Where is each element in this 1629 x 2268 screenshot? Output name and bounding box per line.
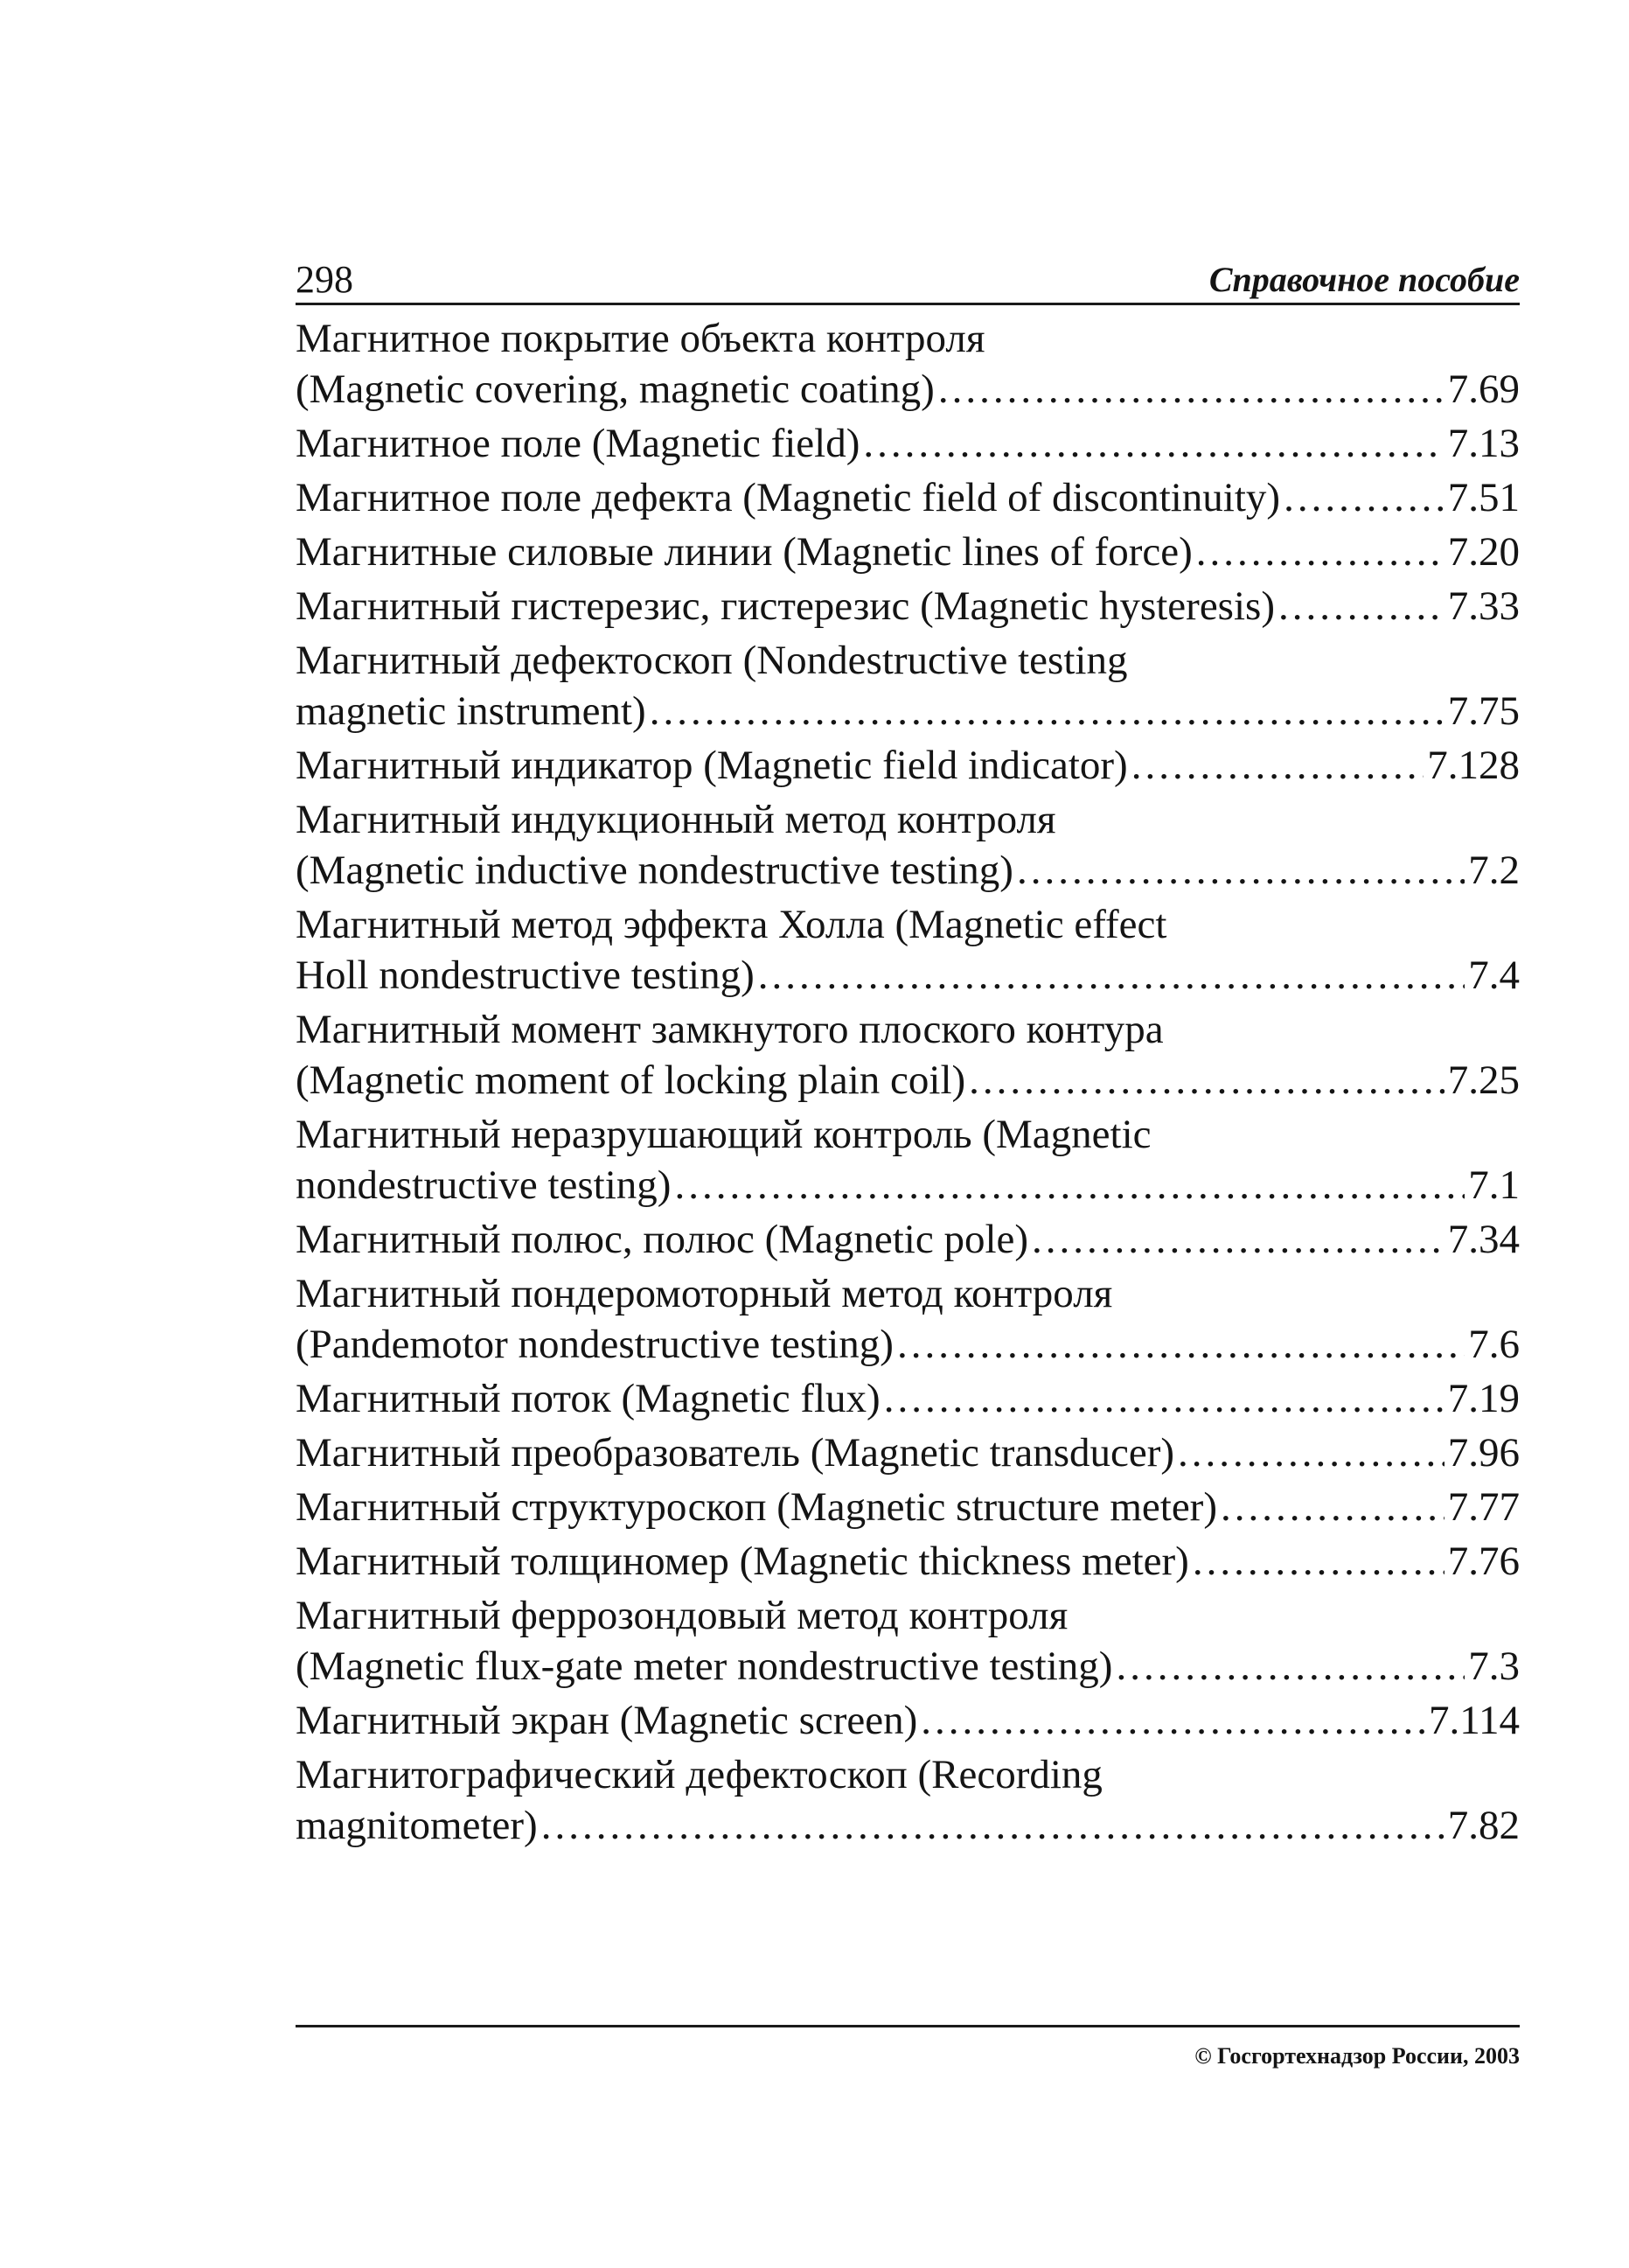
dot-leader (650, 686, 1445, 736)
section-reference: 7.13 (1447, 421, 1520, 466)
entry-term-line: (Pandemotor nondestructive testing) (296, 1322, 894, 1367)
section-reference: 7.76 (1447, 1539, 1520, 1584)
entry-last-line (296, 686, 1520, 736)
dot-leader (1017, 845, 1465, 896)
section-reference: 7.3 (1468, 1643, 1520, 1689)
index-entry (296, 740, 1520, 791)
index-entry (296, 527, 1520, 577)
entry-term-line: Магнитные силовые линии (Magnetic lines of force) (296, 529, 1193, 575)
entry-last-line (296, 845, 1520, 896)
entry-term-line: (Magnetic covering, magnetic coating) (296, 366, 935, 412)
entry-last-line (296, 1160, 1520, 1211)
dot-leader (1032, 1214, 1445, 1265)
entry-term-line: Магнитный полюс, полюс (Magnetic pole) (296, 1217, 1029, 1262)
entry-term-line: nondestructive testing) (296, 1162, 672, 1208)
section-reference: 7.77 (1447, 1484, 1520, 1530)
index-entries-list (296, 313, 1520, 1854)
section-reference: 7.33 (1447, 583, 1520, 629)
index-entry (296, 1749, 1520, 1851)
section-reference: 7.96 (1447, 1430, 1520, 1476)
entry-term-line: Магнитный толщиномер (Magnetic thickness meter) (296, 1539, 1189, 1584)
entry-last-line (296, 740, 1520, 791)
entry-last-line (296, 1214, 1520, 1265)
dot-leader (1193, 1536, 1445, 1587)
entry-term-line: (Magnetic inductive nondestructive testing) (296, 848, 1013, 893)
section-reference: 7.6 (1468, 1322, 1520, 1367)
entry-last-line (296, 1055, 1520, 1106)
index-entry (296, 313, 1520, 415)
entry-last-line (296, 418, 1520, 469)
entry-term-line: magnitometer) (296, 1803, 538, 1848)
entry-term-line: Магнитный дефектоскоп (Nondestructive testing (296, 638, 1128, 683)
entry-last-line (296, 581, 1520, 632)
dot-leader (758, 950, 1465, 1001)
index-entry (296, 1109, 1520, 1211)
index-entry (296, 1373, 1520, 1424)
dot-leader (897, 1319, 1465, 1370)
entry-term-line: Магнитный преобразователь (Magnetic transducer) (296, 1430, 1175, 1476)
dot-leader (1221, 1482, 1445, 1532)
section-reference: 7.2 (1468, 848, 1520, 893)
index-entry (296, 794, 1520, 896)
section-reference: 7.20 (1447, 529, 1520, 575)
entry-last-line (296, 472, 1520, 523)
index-entry (296, 1590, 1520, 1692)
entry-term-line: Магнитный структуроскоп (Magnetic structure meter) (296, 1484, 1217, 1530)
entry-last-line (296, 527, 1520, 577)
entry-term-line: Holl nondestructive testing) (296, 953, 755, 998)
index-entry (296, 1482, 1520, 1532)
entry-term-line: Магнитное поле дефекта (Magnetic field of discontinuity) (296, 475, 1281, 520)
index-entry (296, 899, 1520, 1001)
entry-term-line: Магнитный индукционный метод контроля (296, 797, 1056, 842)
entry-term-line: Магнитный гистерезис, гистерезис (Magnetic hysteresis) (296, 583, 1275, 629)
index-entry (296, 1268, 1520, 1370)
page-number: 298 (296, 258, 353, 301)
footer-rule (296, 2025, 1520, 2027)
entry-last-line (296, 1319, 1520, 1370)
page-header (296, 259, 1520, 305)
dot-leader (1196, 527, 1445, 577)
section-reference: 7.19 (1447, 1376, 1520, 1421)
entry-last-line (296, 1536, 1520, 1587)
index-entry (296, 1695, 1520, 1746)
entry-term-line: Магнитное покрытие объекта контроля (296, 316, 985, 361)
index-entry (296, 581, 1520, 632)
entry-last-line (296, 1427, 1520, 1478)
entry-term-line: (Magnetic moment of locking plain coil) (296, 1057, 966, 1103)
dot-leader (541, 1800, 1445, 1851)
index-entry (296, 1427, 1520, 1478)
section-reference: 7.75 (1447, 688, 1520, 734)
entry-term-line: Магнитный экран (Magnetic screen) (296, 1698, 918, 1743)
section-reference: 7.25 (1447, 1057, 1520, 1103)
dot-leader (1131, 740, 1424, 791)
entry-last-line (296, 1641, 1520, 1692)
section-reference: 7.34 (1447, 1217, 1520, 1262)
dot-leader (674, 1160, 1465, 1211)
running-title: Справочное пособие (1208, 260, 1520, 299)
entry-term-line: Магнитный метод эффекта Холла (Magnetic effect (296, 902, 1167, 947)
entry-term-line: Магнитное поле (Magnetic field) (296, 421, 860, 466)
entry-term-line: Магнитный индикатор (Magnetic field indicator) (296, 743, 1128, 788)
dot-leader (969, 1055, 1445, 1106)
section-reference: 7.1 (1468, 1162, 1520, 1208)
index-entry (296, 418, 1520, 469)
entry-last-line (296, 1800, 1520, 1851)
entry-term-line: Магнитный поток (Magnetic flux) (296, 1376, 881, 1421)
entry-last-line (296, 1373, 1520, 1424)
dot-leader (938, 364, 1445, 415)
index-entry (296, 1004, 1520, 1106)
entry-last-line (296, 950, 1520, 1001)
section-reference: 7.4 (1468, 953, 1520, 998)
section-reference: 7.128 (1427, 743, 1520, 788)
entry-last-line (296, 1695, 1520, 1746)
dot-leader (884, 1373, 1445, 1424)
dot-leader (1284, 472, 1445, 523)
dot-leader (1116, 1641, 1465, 1692)
index-entry (296, 1536, 1520, 1587)
dot-leader (1178, 1427, 1445, 1478)
section-reference: 7.69 (1447, 366, 1520, 412)
entry-last-line (296, 1482, 1520, 1532)
copyright-notice: © Госгортехнадзор России, 2003 (1194, 2043, 1520, 2069)
section-reference: 7.82 (1447, 1803, 1520, 1848)
entry-term-line: Магнитографический дефектоскоп (Recording (296, 1752, 1103, 1797)
index-entry (296, 635, 1520, 736)
entry-term-line: Магнитный момент замкнутого плоского контура (296, 1007, 1164, 1052)
dot-leader (863, 418, 1444, 469)
entry-last-line (296, 364, 1520, 415)
dot-leader (1278, 581, 1445, 632)
entry-term-line: Магнитный неразрушающий контроль (Magnetic (296, 1112, 1152, 1157)
index-entry (296, 472, 1520, 523)
dot-leader (921, 1695, 1425, 1746)
entry-term-line: (Magnetic flux-gate meter nondestructive testing) (296, 1643, 1113, 1689)
entry-term-line: Магнитный пондеромоторный метод контроля (296, 1271, 1113, 1316)
entry-term-line: Магнитный феррозондовый метод контроля (296, 1593, 1069, 1638)
section-reference: 7.114 (1428, 1698, 1520, 1743)
index-entry (296, 1214, 1520, 1265)
entry-term-line: magnetic instrument) (296, 688, 646, 734)
section-reference: 7.51 (1447, 475, 1520, 520)
